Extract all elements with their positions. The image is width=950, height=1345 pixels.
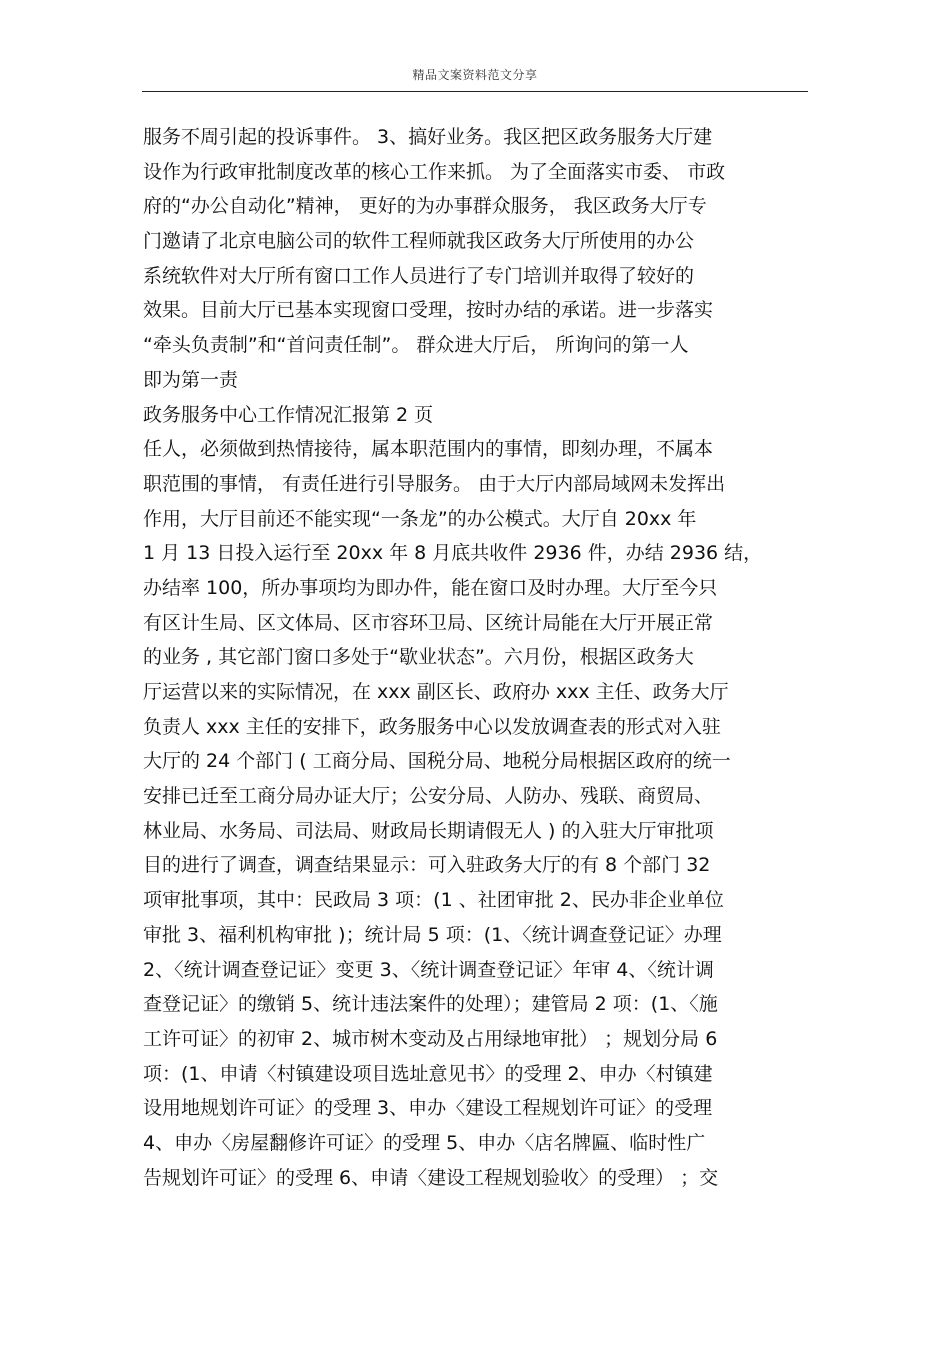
- text-line: 工许可证〉的初审 2、城市树木变动及占用绿地审批） ；规划分局 6: [143, 1027, 718, 1050]
- text-line: 府的“办公自动化”精神， 更好的为办事群众服务， 我区政务大厅专: [143, 195, 707, 218]
- text-line: 负责人 xxx 主任的安排下，政务服务中心以发放调查表的形式对入驻: [143, 715, 721, 738]
- text-line: 职范围的事情， 有责任进行引导服务。 由于大厅内部局域网未发挥出: [143, 472, 726, 495]
- text-line: 厅运营以来的实际情况，在 xxx 副区长、政府办 xxx 主任、政务大厅: [143, 681, 729, 703]
- section-title: 政务服务中心工作情况汇报第 2 页: [143, 403, 434, 426]
- text-line: 项：(1、申请〈村镇建设项目选址意见书〉的受理 2、申办〈村镇建: [143, 1062, 713, 1085]
- text-line: 作用，大厅目前还不能实现“一条龙”的办公模式。大厅自 20xx 年: [143, 507, 697, 530]
- text-line: 查登记证〉的缴销 5、统计违法案件的处理）；建管局 2 项：(1、〈施: [143, 993, 718, 1016]
- text-line: 4、申办〈房屋翻修许可证〉的受理 5、申办〈店名牌匾、临时性广: [143, 1131, 706, 1154]
- text-line: 大厅的 24 个部门 ( 工商分局、国税分局、地税分局根据区政府的统一: [143, 750, 731, 773]
- text-line: 项审批事项，其中：民政局 3 项：(1 、社团审批 2、民办非企业单位: [143, 889, 724, 912]
- text-line: 即为第一责: [143, 368, 239, 391]
- text-line: 任人，必须做到热情接待，属本职范围内的事情，即刻办理，不属本: [143, 438, 714, 461]
- text-line: 的业务 , 其它部门窗口多处于“歇业状态”。六月份，根据区政务大: [143, 646, 694, 669]
- text-line: 林业局、水务局、司法局、财政局长期请假无人 ) 的入驻大厅审批项: [143, 819, 714, 842]
- page-header: 精品文案资料范文分享: [412, 68, 538, 82]
- text-line: 审批 3、福利机构审批 )；统计局 5 项：(1、〈统计调查登记证〉办理: [143, 923, 722, 946]
- header-divider: [142, 91, 808, 92]
- text-line: 系统软件对大厅所有窗口工作人员进行了专门培训并取得了较好的: [143, 264, 695, 287]
- text-line: 1 月 13 日投入运行至 20xx 年 8 月底共收件 2936 件，办结 2936 结，: [143, 542, 763, 565]
- text-line: 2、〈统计调查登记证〉变更 3、〈统计调查登记证〉年审 4、〈统计调: [143, 958, 714, 981]
- text-line: 设用地规划许可证〉的受理 3、申办〈建设工程规划许可证〉的受理: [143, 1097, 713, 1120]
- text-line: 告规划许可证〉的受理 6、申请〈建设工程规划验收〉的受理） ；交: [143, 1166, 719, 1189]
- text-line: 门邀请了北京电脑公司的软件工程师就我区政务大厅所使用的办公: [143, 230, 695, 253]
- text-line: 办结率 100，所办事项均为即办件，能在窗口及时办理。大厅至今只: [143, 576, 718, 599]
- text-line: 有区计生局、区文体局、区市容环卫局、区统计局能在大厅开展正常: [143, 611, 714, 634]
- document-body: [143, 120, 813, 1195]
- text-line: 设作为行政审批制度改革的核心工作来抓。 为了全面落实市委、 市政: [143, 160, 726, 183]
- text-line: 效果。目前大厅已基本实现窗口受理，按时办结的承诺。进一步落实: [143, 299, 714, 322]
- text-line: 服务不周引起的投诉事件。 3、搞好业务。我区把区政务服务大厅建: [143, 126, 713, 148]
- text-line: “牵头负责制”和“首问责任制”。 群众进大厅后， 所询问的第一人: [143, 334, 689, 357]
- text-line: 目的进行了调查，调查结果显示：可入驻政务大厅的有 8 个部门 32: [143, 854, 711, 877]
- text-line: 安排已迁至工商分局办证大厅；公安分局、人防办、残联、商贸局、: [143, 785, 714, 808]
